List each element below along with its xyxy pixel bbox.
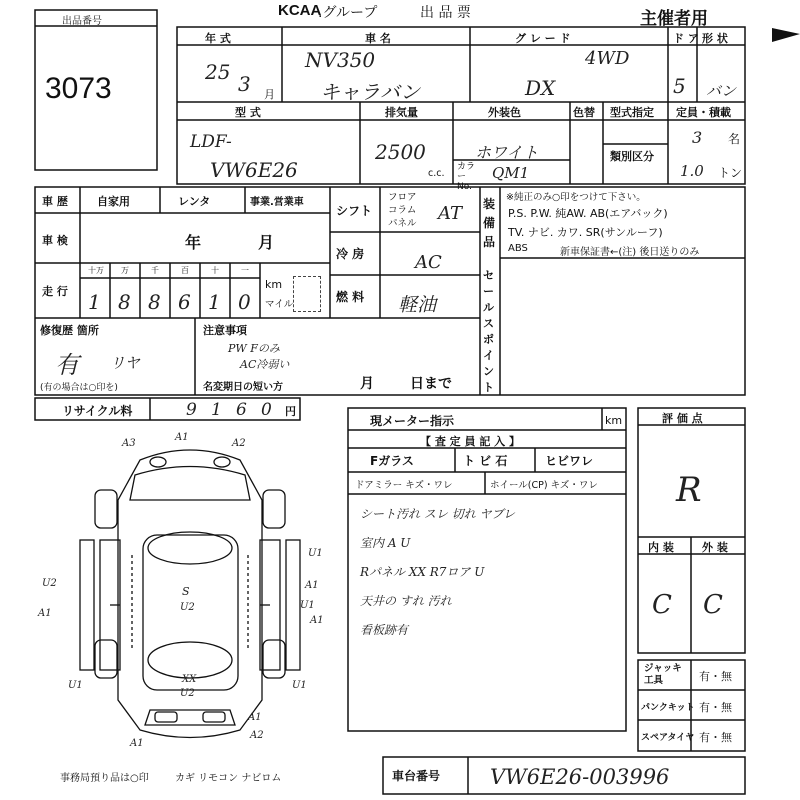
diagram-mark: A1 bbox=[305, 580, 319, 591]
load-unit: トン bbox=[718, 166, 743, 180]
history-option-private: 自家用 bbox=[97, 195, 130, 208]
diagram-mark: A2 bbox=[232, 438, 246, 449]
mile-label: マイル bbox=[265, 299, 294, 310]
puncture-label: パンクキット bbox=[641, 703, 695, 713]
meter-unit: km bbox=[605, 414, 623, 427]
windshield-options: ト ビ 石 bbox=[463, 454, 508, 468]
diagram-mark: U1 bbox=[308, 548, 323, 559]
recycle-digit-4: 0 bbox=[261, 400, 272, 420]
lot-label: 出品番号 bbox=[62, 16, 102, 27]
doors-value: 5 bbox=[673, 74, 686, 98]
comment-4: 天井の すれ 汚れ bbox=[360, 594, 452, 608]
equipment-note: ※純正のみ○印をつけて下さい。 bbox=[506, 192, 646, 203]
group-label: .グループ bbox=[318, 5, 378, 21]
km-label: km bbox=[265, 278, 283, 291]
jack-option: 有・無 bbox=[699, 670, 732, 683]
notes-line2: AC冷弱い bbox=[240, 358, 290, 371]
history-option-rental: レンタ bbox=[178, 195, 211, 208]
month-value: 3 bbox=[238, 72, 251, 96]
mileage-header-10: 十 bbox=[211, 266, 219, 275]
name-line1: NV350 bbox=[305, 48, 376, 72]
name-label: 車 名 bbox=[365, 32, 391, 45]
diagram-mark: A1 bbox=[175, 432, 189, 443]
recycle-digit-3: 6 bbox=[236, 400, 247, 420]
repair-note: (有の場合は○印を) bbox=[40, 383, 118, 393]
grade-line1: 4WD bbox=[585, 48, 630, 69]
meter-label: 現メーター指示 bbox=[370, 414, 455, 428]
mileage-digit-3: 8 bbox=[148, 290, 161, 314]
designation-label: 型式指定 bbox=[610, 106, 654, 119]
load-value: 1.0 bbox=[680, 162, 704, 180]
model-label: 型 式 bbox=[235, 106, 261, 119]
month-unit: 月 bbox=[264, 88, 275, 101]
recycle-label: リサイクル料 bbox=[62, 404, 133, 418]
diagram-mark: U1 bbox=[300, 600, 315, 611]
deadline-day: 日まで bbox=[410, 376, 452, 392]
doors-label: ド ア bbox=[673, 32, 699, 45]
interior-value: C bbox=[652, 590, 672, 620]
category-label: 類別区分 bbox=[610, 150, 654, 163]
year-label: 年 式 bbox=[205, 32, 231, 45]
puncture-option: 有・無 bbox=[699, 701, 732, 714]
shift-option-column: コラム bbox=[388, 205, 417, 216]
fuel-label: 燃 料 bbox=[336, 290, 365, 304]
color-no-value: QM1 bbox=[492, 164, 530, 182]
mirror-label: ドアミラー キズ・ワレ bbox=[355, 480, 453, 491]
spare-option: 有・無 bbox=[699, 731, 732, 744]
comment-1: シート汚れ スレ 切れ ヤブレ bbox=[360, 507, 515, 521]
diagram-mark: A1 bbox=[38, 608, 52, 619]
mileage-header-100: 百 bbox=[181, 266, 189, 275]
shift-option-floor: フロア bbox=[388, 192, 417, 203]
corner-marker-icon bbox=[772, 28, 800, 42]
exterior-label: 外 装 bbox=[702, 541, 728, 554]
model-prefix: LDF- bbox=[190, 132, 232, 152]
shape-label: 形 状 bbox=[702, 32, 728, 45]
shift-label: シフト bbox=[336, 204, 373, 218]
diagram-mark: U1 bbox=[292, 680, 307, 691]
exterior-value: C bbox=[703, 590, 723, 620]
mileage-digit-2: 8 bbox=[118, 290, 131, 314]
comment-2: 室内 A U bbox=[360, 536, 411, 550]
rating-label: 評 価 点 bbox=[662, 412, 703, 425]
mileage-header-10k: 万 bbox=[121, 266, 129, 275]
color-no-label: カラー No. bbox=[457, 162, 476, 192]
diagram-mark: A3 bbox=[122, 438, 136, 449]
diagram-mark: A1 bbox=[130, 738, 144, 749]
equipment-line2: TV. ナビ. カワ. SR(サンルーフ) bbox=[508, 226, 663, 239]
mileage-header-100k: 十万 bbox=[88, 266, 104, 275]
equipment-line3: 新車保証書←(注) 後日送りのみ bbox=[560, 247, 700, 258]
capacity-label: 定員・積載 bbox=[676, 106, 731, 119]
model-code: VW6E26 bbox=[210, 158, 298, 182]
displacement-unit: c.c. bbox=[428, 168, 445, 179]
mileage-digit-6: 0 bbox=[238, 290, 251, 314]
lot-number: 3073 bbox=[45, 72, 112, 105]
repair-handwritten: リヤ bbox=[110, 354, 140, 372]
spare-label: スペアタイヤ bbox=[641, 733, 695, 743]
ac-label: 冷 房 bbox=[336, 247, 365, 261]
comment-3: Rパネル XX R7ロア U bbox=[360, 565, 485, 579]
shift-option-panel: パネル bbox=[388, 218, 417, 229]
grade-line2: DX bbox=[525, 76, 556, 100]
ac-value: AC bbox=[415, 252, 442, 273]
wheel-label: ホイール(CP) キズ・ワレ bbox=[490, 480, 598, 491]
deadline-label: 名変期日の短い方 bbox=[203, 382, 283, 393]
office-items: カギ リモコン ナビロム bbox=[175, 773, 282, 784]
displacement-value: 2500 bbox=[375, 140, 426, 164]
grade-label: グ レ ー ド bbox=[515, 32, 571, 45]
inspection-year: 年 bbox=[185, 233, 202, 252]
rating-value: R bbox=[676, 470, 702, 510]
repaint-label: 色替 bbox=[573, 106, 595, 119]
diagram-mark: U2 bbox=[180, 688, 195, 699]
equipment-label: 装備品 bbox=[483, 197, 496, 249]
sheet-title: 出 品 票 bbox=[420, 5, 471, 21]
diagram-mark: U1 bbox=[68, 680, 83, 691]
windshield-crack: ヒビワレ bbox=[545, 454, 594, 468]
interior-label: 内 装 bbox=[648, 541, 674, 554]
deadline-month: 月 bbox=[360, 376, 374, 392]
recycle-unit: 円 bbox=[285, 405, 296, 418]
mileage-header-1: 一 bbox=[241, 266, 249, 275]
mileage-digit-1: 1 bbox=[88, 290, 101, 314]
diagram-mark: U2 bbox=[180, 602, 195, 613]
comment-5: 看板跡有 bbox=[360, 623, 409, 637]
brand-logo: KCAA bbox=[278, 2, 322, 19]
inspection-label: 車 検 bbox=[42, 234, 68, 247]
mileage-unit-box bbox=[293, 276, 321, 312]
diagram-mark: XX bbox=[182, 674, 197, 685]
equipment-line1: P.S. P.W. 純AW. AB(エアバック) bbox=[508, 207, 668, 220]
diagram-mark: A2 bbox=[250, 730, 264, 741]
displacement-label: 排気量 bbox=[385, 106, 418, 119]
inspection-month: 月 bbox=[258, 233, 275, 252]
sales-point-label: セールスポイント bbox=[483, 269, 494, 394]
notes-line1: PW Fのみ bbox=[228, 342, 280, 355]
exterior-label: 外装色 bbox=[488, 106, 521, 119]
shift-value: AT bbox=[438, 203, 463, 224]
mileage-digit-5: 1 bbox=[208, 290, 221, 314]
windshield-label: Fガラス bbox=[370, 454, 414, 468]
repair-value: 有 bbox=[55, 351, 79, 379]
organizer-label: 主催者用 bbox=[640, 9, 708, 29]
recycle-digit-1: 9 bbox=[186, 400, 197, 420]
capacity-value: 3 bbox=[692, 128, 703, 147]
mileage-header-1k: 千 bbox=[151, 266, 159, 275]
mileage-label: 走 行 bbox=[42, 285, 68, 298]
diagram-mark: A1 bbox=[248, 712, 262, 723]
capacity-unit: 名 bbox=[728, 132, 741, 146]
jack-label: ジャッキ工具 bbox=[644, 663, 682, 686]
notes-label: 注意事項 bbox=[203, 324, 247, 337]
year-value: 25 bbox=[205, 60, 231, 84]
repair-label: 修復歴 箇所 bbox=[40, 324, 99, 337]
diagram-mark: S bbox=[182, 585, 190, 598]
exterior-value: ホワイト bbox=[475, 143, 539, 162]
shape-value: バン bbox=[706, 82, 737, 100]
name-line2: キャラバン bbox=[320, 80, 420, 104]
office-note: 事務局預り品は○印 bbox=[60, 773, 149, 784]
inspector-label: 【 査 定 員 記 入 】 bbox=[420, 435, 520, 448]
diagram-mark: U2 bbox=[42, 578, 57, 589]
chassis-label: 車台番号 bbox=[392, 769, 441, 783]
equipment-line3-prefix: ABS bbox=[508, 243, 528, 254]
diagram-mark: A1 bbox=[310, 615, 324, 626]
chassis-value: VW6E26-003996 bbox=[490, 765, 670, 789]
fuel-value: 軽油 bbox=[398, 294, 437, 316]
mileage-digit-4: 6 bbox=[178, 290, 191, 314]
recycle-digit-2: 1 bbox=[211, 400, 222, 420]
history-option-business: 事業.営業車 bbox=[250, 197, 304, 208]
history-label: 車 歴 bbox=[42, 195, 68, 208]
